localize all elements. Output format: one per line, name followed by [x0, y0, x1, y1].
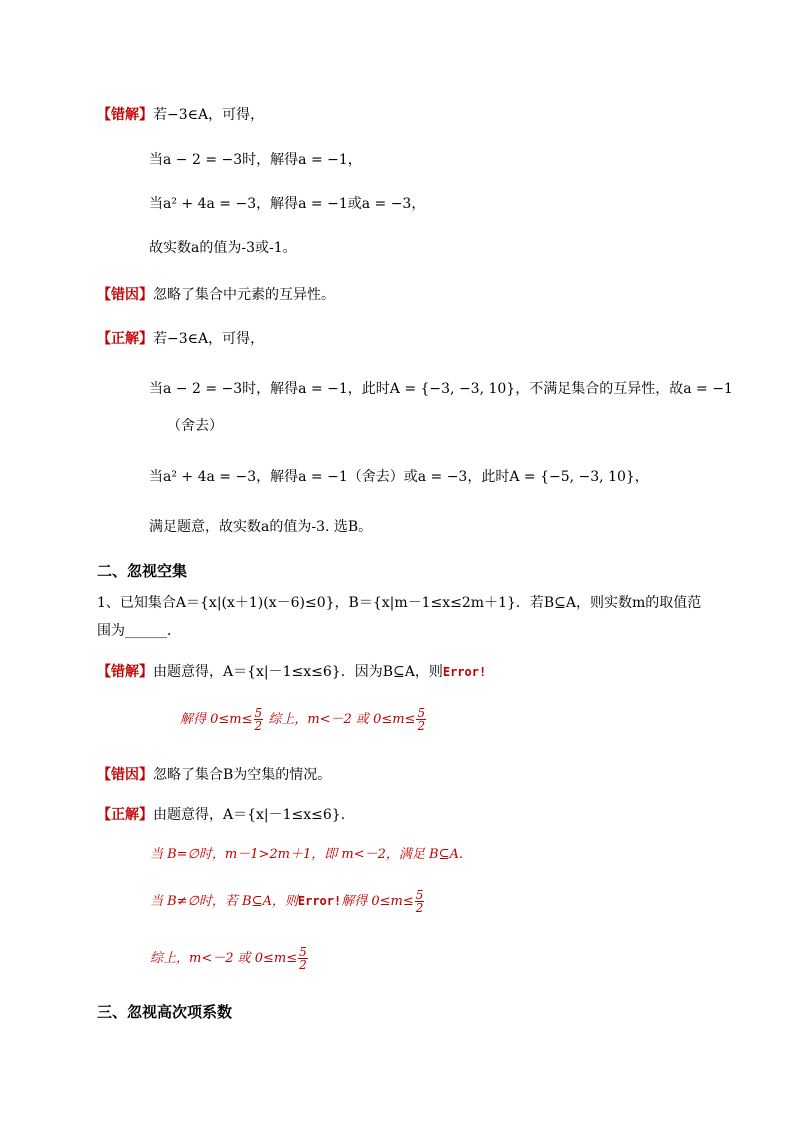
fraction-5-2 [415, 889, 425, 914]
fraction-5-2 [416, 707, 426, 732]
wrong-solution-text-1: 若−3∈A，可得， [153, 107, 265, 123]
question-line-1: 1、已知集合A＝{x|(x＋1)(x－6)≤0}，B＝{x|m－1≤x≤2m＋1}．若B⊆A，则实数m的取值范 [97, 595, 702, 611]
error-marker: Error! [297, 894, 342, 908]
case-nonempty-text-b: 解得 0≤m≤ [341, 894, 414, 909]
error-reason-text: 忽略了集合中元素的互异性。 [153, 287, 335, 303]
correct-solution-line-5: 满足题意，故实数a的值为-3. 选B。 [149, 519, 373, 535]
s2-wrong-solve-text-a: 解得 0≤m≤ [180, 712, 253, 727]
case-nonempty-text-a: 当 B≠∅时，若 B⊆A，则 [150, 894, 298, 909]
correct-solution-line-1 [97, 330, 264, 348]
wrong-solution-tag: 【错解】 [97, 107, 153, 123]
case-empty-set-line: 当 B=∅时，m－1>2m＋1，即 m<－2，满足 B⊆A. [150, 847, 463, 862]
correct-solution-tag: 【正解】 [97, 331, 153, 347]
s2-wrong-solution-text: 由题意得，A＝{x|－1≤x≤6}．因为B⊆A，则 [153, 664, 443, 680]
case-nonempty-set-line [150, 886, 425, 917]
fraction-numerator: 5 [299, 945, 307, 959]
section-2-heading: 二、忽视空集 [97, 562, 188, 580]
fraction-denominator: 2 [417, 719, 426, 733]
s2-error-reason-tag: 【错因】 [97, 767, 153, 783]
fraction-denominator: 2 [415, 901, 424, 915]
s2-wrong-solve-text-b: 综上，m<－2 或 0≤m≤ [268, 712, 416, 727]
wrong-solution-line-3: 当a² + 4a = −3，解得a = −1或a = −3， [149, 196, 426, 212]
s2-wrong-solution-line [97, 663, 486, 681]
fraction-numerator: 5 [254, 706, 263, 720]
error-reason-tag: 【错因】 [97, 287, 153, 303]
wrong-solution-line-1 [97, 106, 264, 124]
fraction-numerator: 5 [417, 706, 426, 720]
summary-text: 综上，m<－2 或 0≤m≤ [150, 951, 298, 966]
correct-solution-line-4: 当a² + 4a = −3，解得a = −1（舍去）或a = −3，此时A = {−5, −3, 10}， [149, 469, 649, 485]
s2-wrong-solution-tag: 【错解】 [97, 664, 153, 680]
fraction-5-2 [298, 946, 308, 971]
s2-correct-solution-text: 由题意得，A＝{x|－1≤x≤6}. [153, 807, 346, 823]
wrong-solution-line-2: 当a − 2 = −3时，解得a = −1， [149, 152, 362, 168]
s2-correct-solution-line [97, 806, 345, 824]
error-reason-line [97, 286, 335, 304]
wrong-solution-line-4: 故实数a的值为-3或-1。 [149, 240, 297, 256]
question-line-2: 围为______． [97, 623, 181, 639]
correct-solution-line-3: （舍去） [167, 418, 223, 434]
s2-wrong-solve-line [180, 705, 427, 735]
s2-correct-solution-tag: 【正解】 [97, 807, 153, 823]
fraction-numerator: 5 [415, 888, 424, 902]
s2-error-reason-line [97, 766, 331, 784]
s2-error-reason-text: 忽略了集合B为空集的情况。 [153, 767, 332, 783]
fraction-5-2 [254, 707, 264, 732]
correct-solution-line-2: 当a − 2 = −3时，解得a = −1，此时A = {−3, −3, 10}，不满足集合的互异性，故a = −1 [149, 381, 733, 397]
summary-line [150, 944, 309, 974]
section-3-heading: 三、忽视高次项系数 [97, 1003, 233, 1021]
error-marker: Error! [442, 665, 487, 679]
fraction-denominator: 2 [299, 958, 307, 972]
fraction-denominator: 2 [254, 719, 263, 733]
correct-solution-text-1: 若−3∈A，可得， [153, 331, 265, 347]
